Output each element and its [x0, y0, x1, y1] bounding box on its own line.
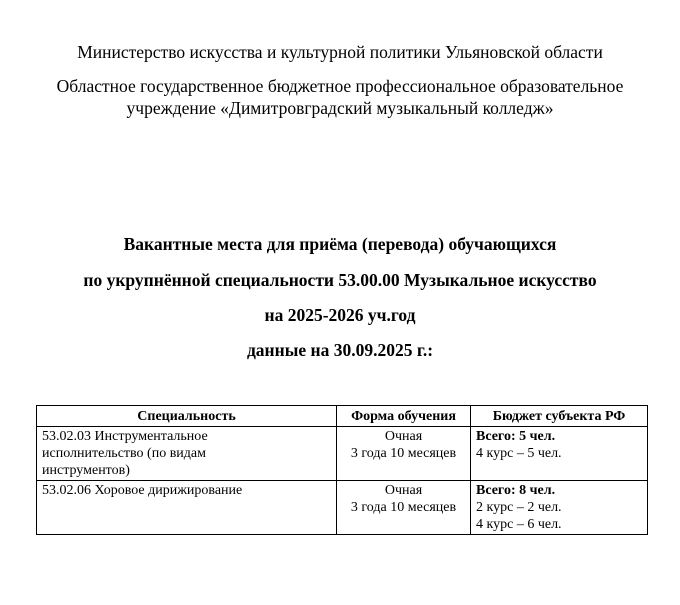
budget-cell: [471, 427, 648, 481]
form-duration: 3 года 10 месяцев: [350, 500, 457, 515]
header-budget: Бюджет субъекта РФ: [471, 406, 648, 427]
table-header-row: [37, 406, 648, 427]
title-line-4: данные на 30.09.2025 г.:: [246, 340, 434, 360]
specialty-text: 53.02.06 Хоровое дирижирование: [42, 483, 243, 498]
form-cell: [337, 427, 471, 481]
form-cell: [337, 481, 471, 535]
title-line-1: Вакантные места для приёма (перевода) обучающихся: [123, 234, 557, 254]
budget-course: 2 курс – 2 чел.: [476, 500, 562, 515]
ministry-name: Министерство искусства и культурной политики Ульяновской области: [77, 42, 603, 62]
vacancies-table: [36, 405, 648, 535]
title-line-2: по укрупнённой специальности 53.00.00 Музыкальное искусство: [83, 270, 597, 290]
specialty-text: 53.02.03 Инструментальное: [42, 429, 208, 444]
institution-name-line-2: учреждение «Димитровградский музыкальный колледж»: [126, 98, 554, 118]
specialty-cell: [37, 481, 337, 535]
specialty-cell: [37, 427, 337, 481]
form-type: Очная: [384, 429, 423, 444]
specialty-text: исполнительство (по видам: [42, 446, 206, 461]
specialty-text: инструментов): [42, 463, 130, 478]
form-type: Очная: [384, 483, 423, 498]
header-form: Форма обучения: [337, 406, 471, 427]
title-line-3: на 2025-2026 уч.год: [264, 305, 416, 325]
header-specialty: Специальность: [37, 406, 337, 427]
budget-cell: [471, 481, 648, 535]
table-row: [37, 427, 648, 481]
budget-course: 4 курс – 5 чел.: [476, 446, 562, 461]
budget-course: 4 курс – 6 чел.: [476, 517, 562, 532]
form-duration: 3 года 10 месяцев: [350, 446, 457, 461]
institution-name-line-1: Областное государственное бюджетное профессиональное образовательное: [56, 76, 624, 96]
budget-total: Всего: 8 чел.: [476, 483, 556, 498]
table-row: [37, 481, 648, 535]
budget-total: Всего: 5 чел.: [476, 429, 556, 444]
